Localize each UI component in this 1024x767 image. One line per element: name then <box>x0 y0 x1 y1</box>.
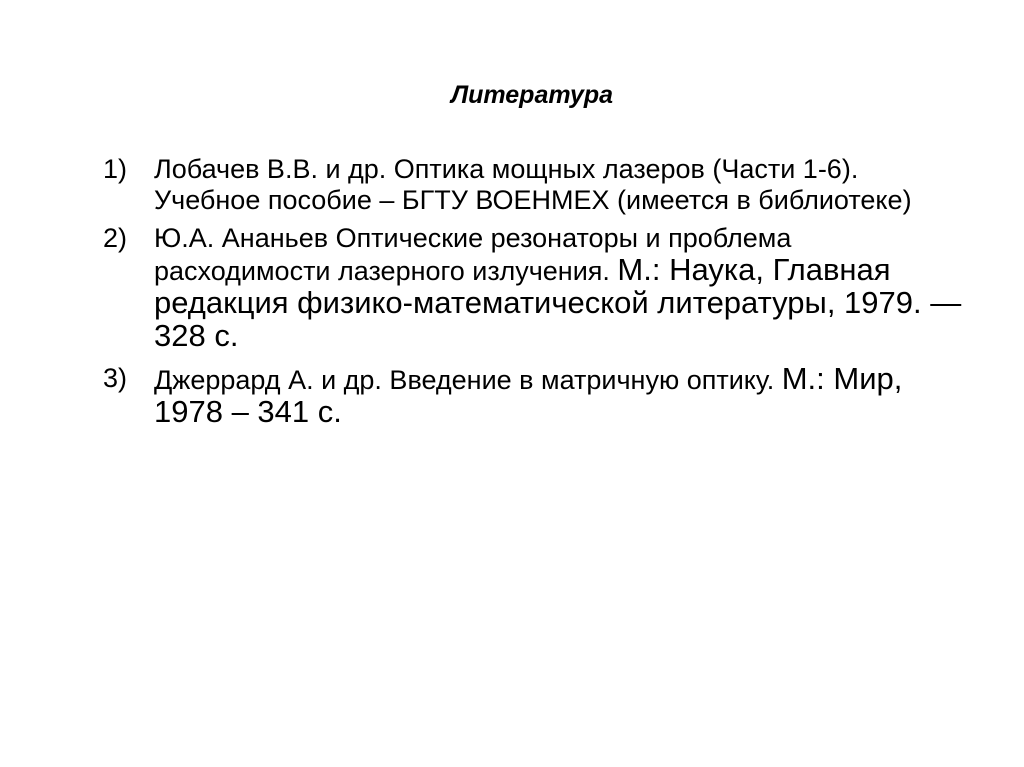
reference-text: Джеррард А. и др. Введение в матричную оптику. <box>154 365 775 395</box>
reference-number: 3) <box>103 363 128 393</box>
reference-list <box>103 154 963 429</box>
reference-text: Лобачев В.В. и др. Оптика мощных лазеров (Части 1-6). Учебное пособие – БГТУ ВОЕНМЕХ (имеется в библиотеке) <box>154 154 912 215</box>
reference-publisher: М.: Наука, Главная редакция физико-математической литературы, 1979. — 328 с. <box>154 252 962 353</box>
page-title: Литература <box>450 81 614 109</box>
reference-number: 1) <box>103 154 128 184</box>
reference-item-1 <box>103 154 963 216</box>
reference-item-2 <box>103 223 963 353</box>
reference-number: 2) <box>103 223 128 253</box>
reference-publisher: М.: Мир, 1978 – 341 с. <box>154 361 903 429</box>
reference-text: Ю.А. Ананьев Оптические резонаторы и проблема расходимости лазерного излучения. <box>154 223 792 286</box>
reference-item-3 <box>103 363 963 429</box>
